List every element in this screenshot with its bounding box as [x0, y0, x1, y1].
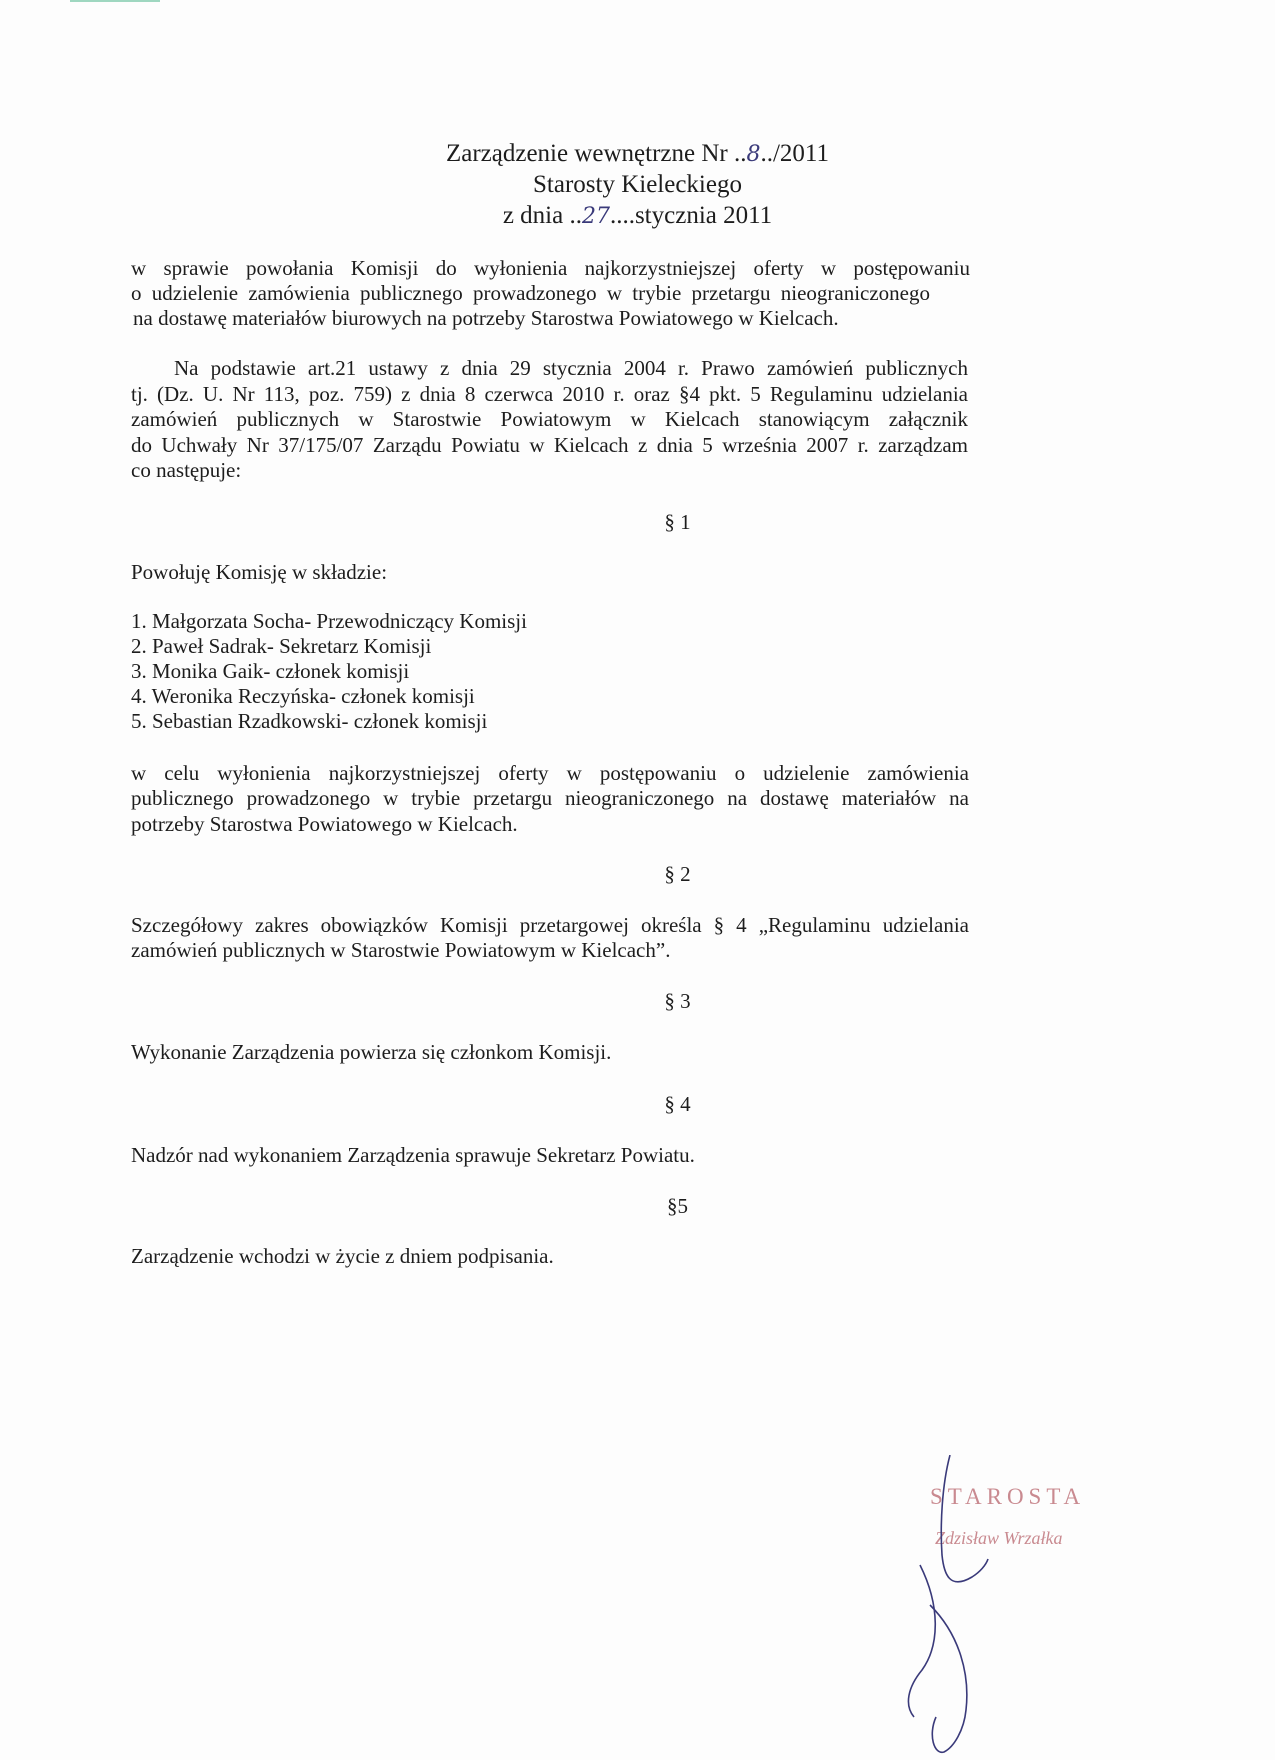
subject-line: na dostawę materiałów biurowych na potrzeby Starostwa Powiatowego w Kielcach.: [133, 306, 839, 330]
stamp-title: STAROSTA: [930, 1484, 1086, 1509]
basis-line: Na podstawie art.21 ustawy z dnia 29 stycznia 2004 r. Prawo zamówień publicznych: [174, 356, 968, 380]
effective-text: Zarządzenie wchodzi w życie z dniem podpisania.: [131, 1244, 554, 1268]
purpose-line: potrzeby Starostwa Powiatowego w Kielcach.: [131, 812, 518, 836]
date-line: z dnia ..27....stycznia 2011: [502, 202, 773, 229]
supervision-text: Nadzór nad wykonaniem Zarządzenia sprawuje Sekretarz Powiatu.: [131, 1143, 695, 1167]
member-item: 2. Paweł Sadrak- Sekretarz Komisji: [131, 634, 432, 658]
member-item: 3. Monika Gaik- członek komisji: [131, 659, 410, 683]
basis-line: co następuje:: [131, 458, 242, 482]
member-item: 5. Sebastian Rzadkowski- członek komisji: [131, 709, 488, 733]
section-1-heading: § 1: [664, 510, 691, 534]
section-4-heading: § 4: [664, 1092, 691, 1116]
issuer-line: Starosty Kieleckiego: [533, 171, 742, 198]
scope-line: Szczegółowy zakres obowiązków Komisji przetargowej określa § 4 „Regulaminu udzielania: [131, 913, 969, 937]
scope-line: zamówień publicznych w Starostwie Powiatowym w Kielcach”.: [131, 938, 671, 962]
stamp-name: Zdzisław Wrzałka: [935, 1528, 1063, 1548]
section-5-heading: §5: [667, 1194, 688, 1218]
basis-line: do Uchwały Nr 37/175/07 Zarządu Powiatu w Kielcach z dnia 5 września 2007 r. zarządzam: [131, 433, 968, 457]
execution-text: Wykonanie Zarządzenia powierza się członkom Komisji.: [131, 1040, 612, 1064]
handwritten-number: 8: [746, 142, 761, 167]
subject-line: o udzielenie zamówienia publicznego prowadzonego w trybie przetargu nieograniczonego: [131, 281, 930, 305]
committee-intro: Powołuję Komisję w składzie:: [131, 560, 388, 584]
section-2-heading: § 2: [664, 862, 691, 886]
purpose-line: publicznego prowadzonego w trybie przetargu nieograniczonego na dostawę materiałów na: [131, 786, 969, 810]
section-3-heading: § 3: [664, 989, 691, 1013]
scan-edge-mark: [70, 0, 160, 2]
handwritten-signature: [900, 1455, 1010, 1755]
basis-line: tj. (Dz. U. Nr 113, poz. 759) z dnia 8 czerwca 2010 r. oraz §4 pkt. 5 Regulaminu udzielania: [131, 382, 968, 406]
subject-line: w sprawie powołania Komisji do wyłonienia najkorzystniejszej oferty w postępowaniu: [131, 256, 970, 280]
member-item: 4. Weronika Reczyńska- członek komisji: [131, 684, 475, 708]
handwritten-day: 27: [581, 204, 610, 229]
member-item: 1. Małgorzata Socha- Przewodniczący Komisji: [131, 609, 527, 633]
purpose-line: w celu wyłonienia najkorzystniejszej oferty w postępowaniu o udzielenie zamówienia: [131, 761, 969, 785]
title-line: Zarządzenie wewnętrzne Nr ..8../2011: [445, 140, 830, 167]
basis-line: zamówień publicznych w Starostwie Powiatowym w Kielcach stanowiącym załącznik: [131, 407, 968, 431]
